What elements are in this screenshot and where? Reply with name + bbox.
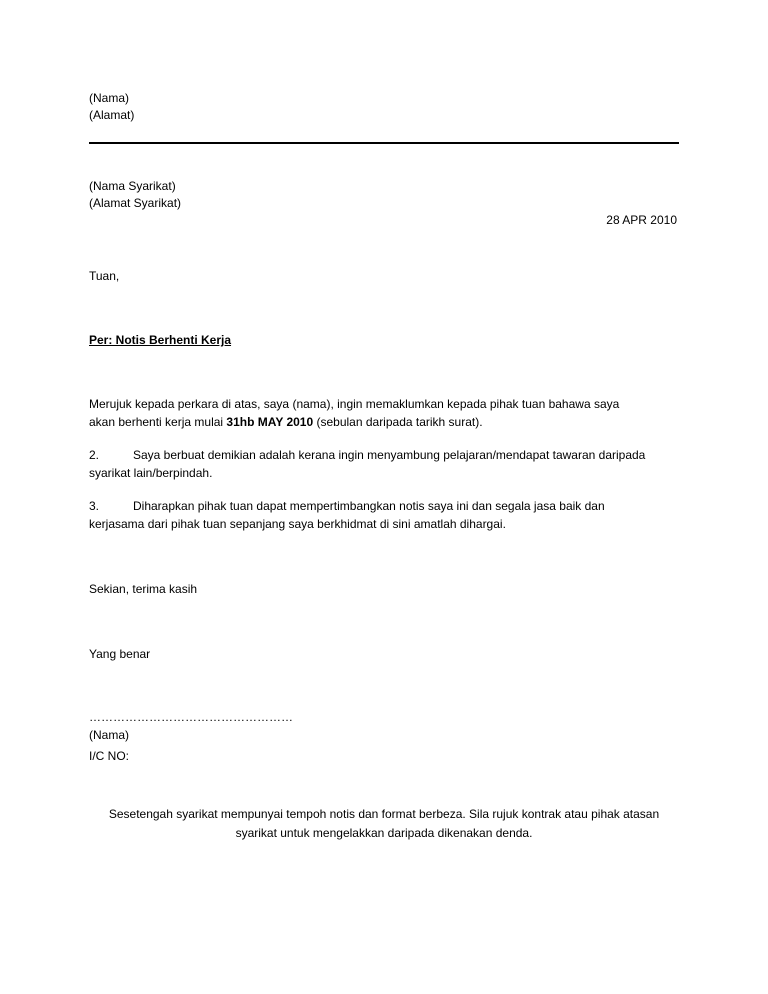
paragraph-3-line-1 <box>89 498 605 514</box>
paragraph-3-text: Diharapkan pihak tuan dapat mempertimbangkan notis saya ini dan segala jasa baik dan <box>133 499 605 513</box>
header-divider <box>89 142 679 144</box>
paragraph-2-number: 2. <box>89 448 100 462</box>
footnote-line-2: syarikat untuk mengelakkan daripada dikenakan denda. <box>235 826 533 840</box>
letter-subject: Per: Notis Berhenti Kerja <box>89 333 232 347</box>
salutation: Tuan, <box>89 269 120 283</box>
closing-remark: Sekian, terima kasih <box>89 582 198 596</box>
company-address: (Alamat Syarikat) <box>89 196 182 210</box>
paragraph-1-line-1: Merujuk kepada perkara di atas, saya (nama), ingin memaklumkan kepada pihak tuan bahawa saya <box>89 397 620 411</box>
signer-name: (Nama) <box>89 728 130 742</box>
sign-off: Yang benar <box>89 647 151 661</box>
signature-line: …………………………………………… <box>89 710 293 724</box>
sender-address: (Alamat) <box>89 108 135 122</box>
sender-name: (Nama) <box>89 91 130 105</box>
paragraph-2-line-2: syarikat lain/berpindah. <box>89 466 213 480</box>
paragraph-3-line-2: kerjasama dari pihak tuan sepanjang saya berkhidmat di sini amatlah dihargai. <box>89 517 506 531</box>
paragraph-3-number: 3. <box>89 499 100 513</box>
letter-date: 28 APR 2010 <box>606 213 677 227</box>
company-name: (Nama Syarikat) <box>89 179 176 193</box>
paragraph-2-line-1 <box>89 447 645 463</box>
resignation-date: 31hb MAY 2010 <box>226 415 314 429</box>
paragraph-1-prefix: akan berhenti kerja mulai <box>89 415 227 429</box>
paragraph-1-line-2 <box>89 414 483 430</box>
paragraph-2-text: Saya berbuat demikian adalah kerana ingin menyambung pelajaran/mendapat tawaran daripada <box>133 448 646 462</box>
ic-number-label: I/C NO: <box>89 749 130 763</box>
footnote-line-1: Sesetengah syarikat mempunyai tempoh notis dan format berbeza. Sila rujuk kontrak atau pihak atasan <box>108 807 660 821</box>
paragraph-1-suffix: (sebulan daripada tarikh surat). <box>313 415 483 429</box>
